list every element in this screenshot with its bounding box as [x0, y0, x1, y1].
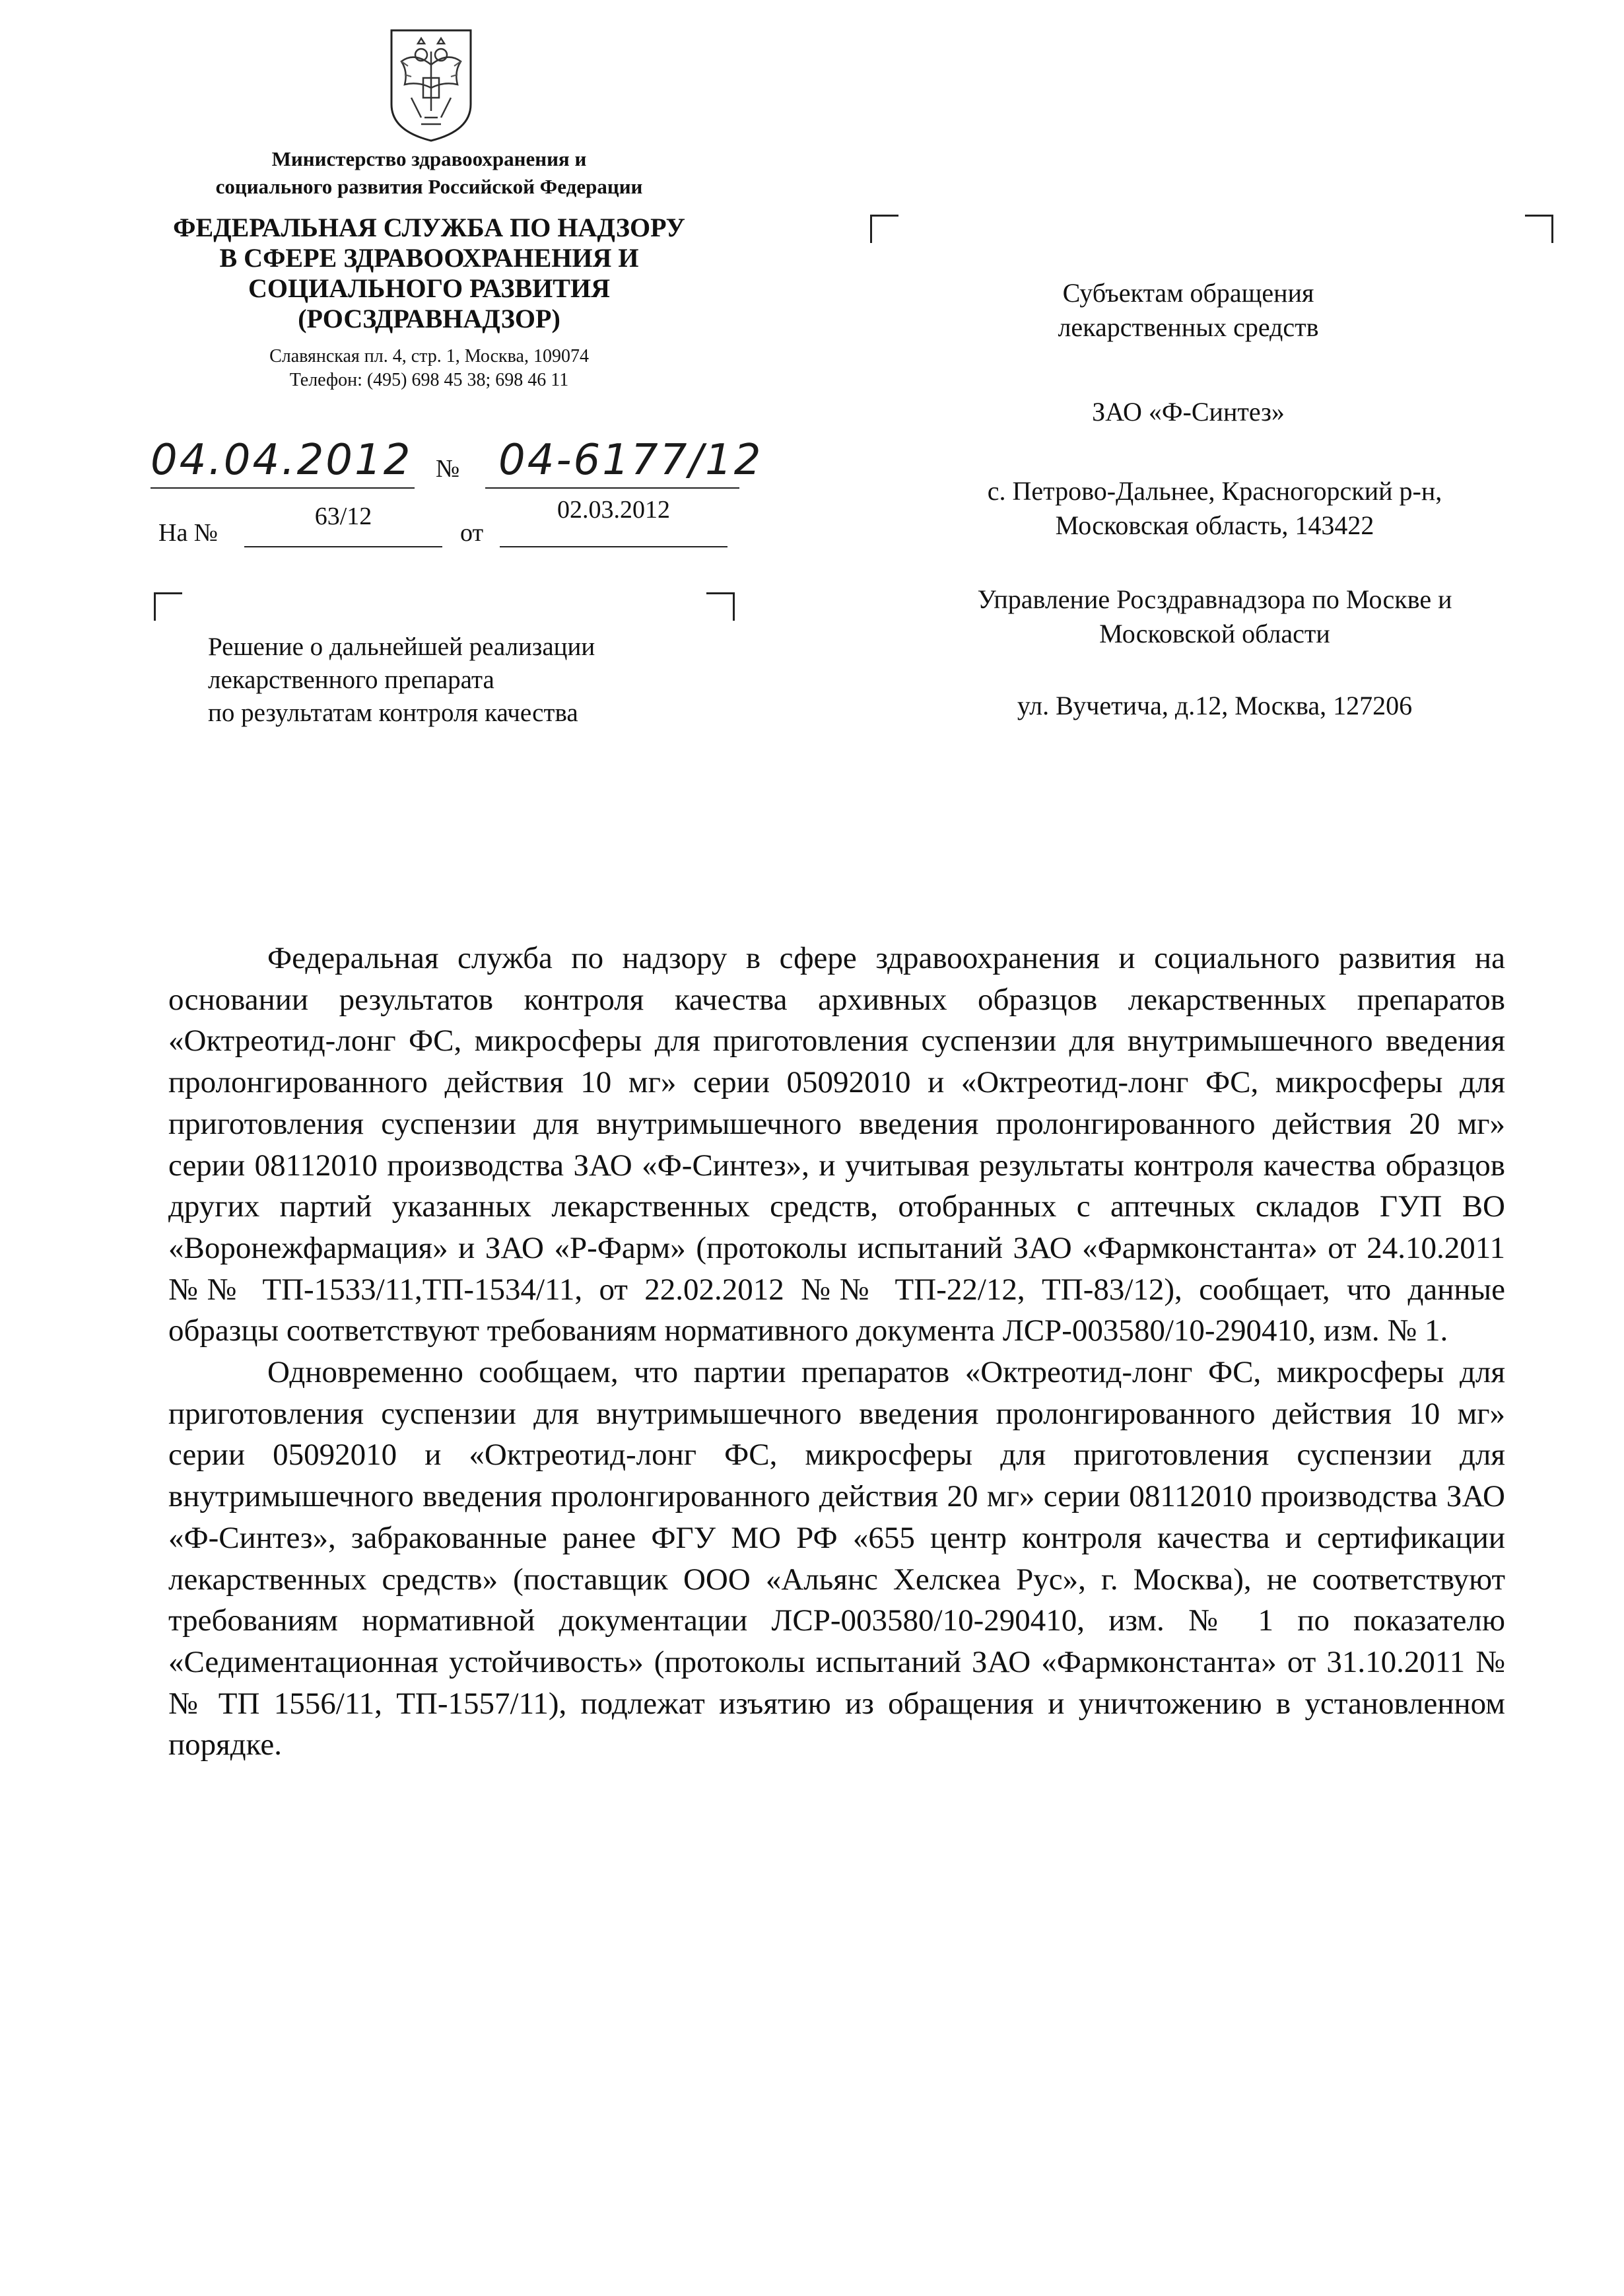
- service-address: [132, 345, 726, 392]
- subject-line-3: по результатам контроля качества: [208, 699, 578, 727]
- ref-number-underline: [244, 546, 442, 547]
- subject-line-2: лекарственного препарата: [208, 666, 494, 694]
- recipient-company-address: [911, 474, 1518, 543]
- service-line-1: ФЕДЕРАЛЬНАЯ СЛУЖБА ПО НАДЗОРУ: [173, 213, 685, 242]
- registration-number: 04-6177/12: [498, 436, 763, 485]
- recipient-bracket-right: [1525, 215, 1553, 243]
- ministry-name: [132, 145, 726, 201]
- recipient-regional-office: [911, 582, 1518, 651]
- ref-date-underline: [500, 546, 727, 547]
- registration-date-underline: [151, 487, 415, 489]
- coat-of-arms-emblem: [385, 25, 477, 144]
- recipient-regional-office-line-1: Управление Росздравнадзора по Москве и: [977, 584, 1452, 614]
- service-line-4: (РОСЗДРАВНАДЗОР): [298, 304, 560, 333]
- service-line-2: В СФЕРЕ ЗДРАВООХРАНЕНИЯ И: [219, 243, 639, 273]
- ministry-line-1: Министерство здравоохранения и: [271, 147, 587, 170]
- recipient-company-name: ЗАО «Ф-Синтез»: [1092, 397, 1285, 427]
- subject-bracket-left: [154, 592, 182, 621]
- ministry-line-2: социального развития Российской Федерации: [215, 175, 643, 198]
- letter-subject: [208, 631, 802, 730]
- letter-body: [168, 938, 1505, 1766]
- body-paragraph-2: Одновременно сообщаем, что партии препаратов «Октреотид-лонг ФС, микросферы для приготовления суспензии для внутримышечного введения пролонгированного действия 10 мг» серии 05092010 и «Октреотид-лонг ФС, микросферы для приготовления суспензии для внутримышечного введения пролонгированного действия 20 мг» серии 08112010 производства ЗАО «Ф-Синтез», забракованные ранее ФГУ МО РФ «655 центр контроля качества и сертификации лекарственных средств» (поставщик ООО «Альянс Хелскеа Рус», г. Москва), не соответствуют требованиям нормативной документации ЛСР-003580/10-290410, изм. № 1 по показателю «Седиментационная устойчивость» (протоколы испытаний ЗАО «Фармконстанта» от 31.10.2011 №№ ТП 1556/11, ТП-1557/11), подлежат изъятию из обращения и уничтожению в установленном порядке.: [168, 1355, 1505, 1762]
- recipient-company-address-line-2: Московская область, 143422: [1055, 510, 1374, 540]
- recipient-bracket-left: [870, 215, 898, 243]
- ref-number-value: 63/12: [314, 503, 372, 530]
- registration-number-sign: №: [436, 455, 460, 483]
- registration-date: 04.04.2012: [151, 436, 413, 485]
- body-paragraph-1: Федеральная служба по надзору в сфере здравоохранения и социального развития на основании результатов контроля качества архивных образцов лекарственных препаратов «Октреотид-лонг ФС, микросферы для приготовления суспензии для внутримышечного введения пролонгированного действия 10 мг» серии 05092010 и «Октреотид-лонг ФС, микросферы для приготовления суспензии для внутримышечного введения пролонгированного действия 20 мг» серии 08112010 производства ЗАО «Ф-Синтез», и учитывая результаты контроля качества образцов других партий указанных лекарственных средств, отобранных с аптечных складов ГУП ВО «Воронежфармация» и ЗАО «Р-Фарм» (протоколы испытаний ЗАО «Фармконстанта» от 24.10.2011 №№ ТП-1533/11,ТП-1534/11, от 22.02.2012 №№ ТП-22/12, ТП-83/12), сообщает, что данные образцы соответствуют требованиям нормативного документа ЛСР-003580/10-290410, изм. № 1.: [168, 941, 1505, 1348]
- ref-number-label: На №: [158, 519, 219, 547]
- service-line-3: СОЦИАЛЬНОГО РАЗВИТИЯ: [248, 273, 610, 303]
- ref-date-label: от: [460, 519, 484, 547]
- recipient-1-line-2: лекарственных средств: [1058, 312, 1319, 342]
- recipient-group-1: [957, 276, 1419, 345]
- subject-bracket-right: [706, 592, 735, 621]
- service-phone: Телефон: (495) 698 45 38; 698 46 11: [289, 370, 569, 390]
- recipient-regional-office-line-2: Московской области: [1099, 619, 1330, 648]
- recipient-company-address-line-1: с. Петрово-Дальнее, Красногорский р-н,: [987, 476, 1442, 506]
- ref-date-value: 02.03.2012: [557, 496, 670, 524]
- recipient-1-line-1: Субъектам обращения: [1062, 278, 1314, 308]
- service-street-address: Славянская пл. 4, стр. 1, Москва, 109074: [269, 346, 589, 366]
- registration-number-underline: [485, 487, 739, 489]
- subject-line-1: Решение о дальнейшей реализации: [208, 633, 595, 661]
- service-name: [132, 213, 726, 334]
- recipient-regional-office-address: ул. Вучетича, д.12, Москва, 127206: [1017, 691, 1413, 720]
